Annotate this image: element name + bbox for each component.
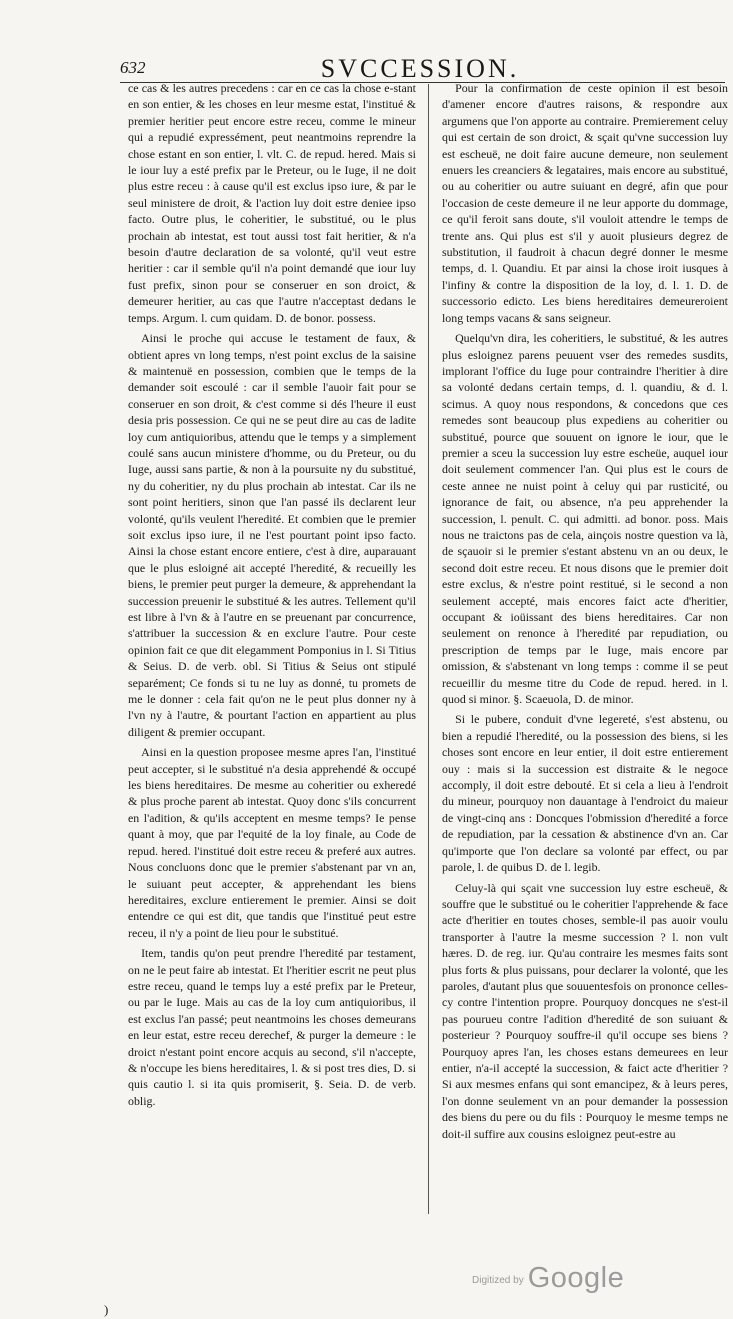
running-title: SVCCESSION.	[320, 54, 520, 83]
paragraph: Ainsi en la question proposee mesme apres l'an, l'institué peut accepter, si le substitué n'a desia apprehendé & occupé les biens hereditaires. De mesme au coheritier ou exheredé & plus proche parent ab intestat. Quoy donc s'ils concurrent en l'adition, & qu'ils acceptent en mesme temps? Ie pense quant à moy, que par l'equité de la loy finale, au Code de repud. hered. l'institué doit estre receu & preferé aux autres. Nous concluons donc que le premier s'abstenant par vn an, le suiuant peut accepter, & apprehendant les biens hereditaires, exclure entierement le premier. Ainsi se doit entendre ce qui est dit, que tandis que l'institué peut estre receu, il n'y a point de lieu pour le substitué.	[128, 745, 416, 940]
page-number: 632	[120, 58, 146, 77]
column-divider	[428, 84, 429, 1214]
left-column	[128, 80, 416, 1109]
paragraph: Item, tandis qu'on peut prendre l'heredité par testament, on ne le peut faire ab intestat. Et l'heritier escrit ne peut plus estre receu, quand le temps luy a esté prefix par le Preteur, ou par le Iuge. Mais au cas de la loy cum antiquioribus, il est exclus l'an passé; peut neantmoins les choses demeurans en leur estat, estre receu derechef, & purger la demeure : le droict n'estant point encore acquis au second, s'il n'accepte, & n'occupe les biens hereditaires, l. & si post tres dies, D. si quis cautio l. si ita quis promiserit, §. Seia. D. de verb. oblig.	[128, 946, 416, 1108]
paragraph: Si le pubere, conduit d'vne legereté, s'est abstenu, ou bien a repudié l'heredité, ou la possession des biens, si les choses sont encore en leur entier, il doit estre entierement ouy : mais si la succession est distraite & le negoce accomply, il doit estre debouté. Et si cela a lieu à l'endroit du mineur, pourquoy non dauantage à l'endroict du maieur de vingt-cinq ans : Doncques l'obmission d'heredité a force de repudiation, par la cessation & abstinence d'vn an. Car qu'importe que l'on declare sa volonté par effect, ou par parole, l. de quibus D. de l. legib.	[442, 712, 728, 875]
paragraph: Quelqu'vn dira, les coheritiers, le substitué, & les autres plus esloignez parens peuuent vser des remedes susdits, implorant l'office du Iuge pour contraindre l'heritier à dire sa volonté dedans certain temps, d. l. quandiu, & d. l. scimus. A quoy nous respondons, & concedons que ces remedes sont beaucoup plus expediens au coheritier ou substitué, pource que souuent on ignore le iour, que le premier a sceu la succession luy estre escheüe, auquel iour doit seulement commencer l'an. Qui plus est le cours de ceste annee ne nuist point à celuy qui par rusticité, ou ignorance de fait, ou absence, n'a peu apprehender la succession, l. penult. C. qui admitti. ad bonor. poss. Mais nous ne traictons pas de cela, ainçois nostre question va là, de sçauoir si le premier s'estant abstenu vn an ou deux, le second doit estre receu. Et nous disons que le premier doit estre exclus, & n'estre point restitué, si le second a non seulement accepté, mais encores faict acte d'heritier, occupant & ioüissant des biens hereditaires. Car non seulement on renonce à l'heredité par repudiation, ou prescription de temps par le Iuge, mais encore par omission, & s'abstenant vn long temps : comme il se peut recueillir du mesme titre du Code de repud. hered. in l. quod si minor. §. Scaeuola, D. de minor.	[442, 331, 728, 707]
watermark-prefix: Digitized by	[472, 1275, 524, 1286]
paragraph: Celuy-là qui sçait vne succession luy estre escheuë, & souffre que le substitué ou le coheritier l'apprehende & face acte d'heritier en toutes choses, semble-il pas auoir voulu transporter à l'autre la mesme succession ? l. non vult hæres. D. de reg. iur. Qu'au contraire les mesmes faits sont plus forts & plus puissans, pour declarer la volonté, que les paroles, d'autant plus que souuentesfois on prononce celles-cy contre l'intention propre. Pourquoy doncques ne s'est-il pas pourueu contre l'adition d'heredité de son suiuant & posterieur ? Pourquoy souffre-il qu'il occupe ses biens ? Pourquoy apres l'an, les choses estans demeurees en leur entier, n'a-il accepté la succession, & faict acte d'heritier ? Si aux mesmes enfans qui sont emancipez, & à leurs peres, l'on donne seulement vn an pour demander la possession des biens du pere ou du fils : Pourquoy le mesme temps ne doit-il suffire aux cousins esloignez peut-estre au	[442, 880, 728, 1141]
paragraph: Ainsi le proche qui accuse le testament de faux, & obtient apres vn long temps, n'est point exclus de la saisine & maintenuë en possession, combien que le temps de la demander soit escoulé : car il semble l'auoir fait pour se conseruer en son droit, & c'est comme si dés l'heure il eust desia pris possession. Ce qui ne se peut dire au cas de ladite loy cum antiquioribus, attendu que le temps y a simplement coulé sans aucun ministere d'homme, ou du Preteur, ou du Iuge, aussi sans partie, & non à la poursuite ny du substitué, ny du coheritier, ny du plus prochain ab intestat. Car ils ne sont point heritiers, sinon que l'an passé ils declarent leur volonté, qu'ils veulent l'heredité. Et combien que le premier soit exclus ipso iure, il ne l'est pourtant point ipso facto. Ainsi la chose estant encore entiere, c'est à dire, auparauant que le plus esloigné ait accepté l'heredité, & recueilly les biens, le premier peut purger la demeure, & apprehendant la succession preuenir le substitué & les autres. Tellement qu'il est libre à l'vn & à l'autre en se preuenant par concurrence, s'attribuer la succession & en exclure l'autre. Pour ceste opinion fait ce que dit elegamment Pomponius in l. Si Titius & Seius. D. de verb. obl. Si Titius & Seius ont stipulé separément; Ce fonds si tu ne luy as donné, tu promets de me le donner : cela fait qu'on ne le peut plus donner ny à l'vn ny à l'autre, & pourtant l'action en appartient au plus diligent & premier occupant.	[128, 331, 416, 739]
google-logo: Google	[527, 1262, 625, 1294]
google-watermark	[472, 1262, 624, 1295]
paragraph: ce cas & les autres precedens : car en ce cas la chose e-stant en son entier, & les choses en leur mesme estat, l'institué & premier heritier peut encore estre receu, comme le mineur qui a repudié expressément, peut neantmoins reprendre la chose estant en son entier, l. vlt. C. de repud. hered. Mais si le iour luy a esté prefix par le Preteur, ou le Iuge, il ne doit plus estre receu : à cause qu'il est exclus ipso iure, & par le seul ministere de droit, & l'action luy doit estre deniee ipso facto. Outre plus, le coheritier, le substitué, ou le plus prochain ab intestat, est tout aussi tost fait heritier, & n'a besoin d'autre declaration de sa volonté, qu'il veut estre heritier : car il semble qu'il n'a point demandé que iour luy fust prefix, sinon pour se conseruer en son droict, & demeurer heritier, au cas que l'autre n'acceptast dedans le temps. Argum. l. cum quidam. D. de bonor. possess.	[128, 81, 416, 325]
paragraph: Pour la confirmation de ceste opinion il est besoin d'amener encore d'autres raisons, & respondre aux argumens que l'on apporte au contraire. Premierement celuy qui est certain de son droict, & sçait qu'vne succession luy est escheuë, ne doit faire aucune demeure, non seulement enuers les creanciers & legataires, mais encore au substitué, ou au coheritier ou autre suiuant en degré, afin que pour l'occasion de ceste demeure il ne leur apporte du dommage, ce qu'il feroit sans doute, s'il vouloit attendre le temps de trente ans. Qui plus est s'il y auoit plusieurs degrez de substitution, il faudroit à chacun degré donner le mesme temps, d. l. Quandiu. Et par ainsi la chose iroit iusques à l'infiny & contre la disposition de la loy, d. l. 1. D. de successorio edicto. Les biens hereditaires demeureroient long temps vacans & sans seigneur.	[442, 81, 728, 325]
margin-mark: )	[104, 1302, 109, 1317]
right-column	[442, 80, 728, 1142]
